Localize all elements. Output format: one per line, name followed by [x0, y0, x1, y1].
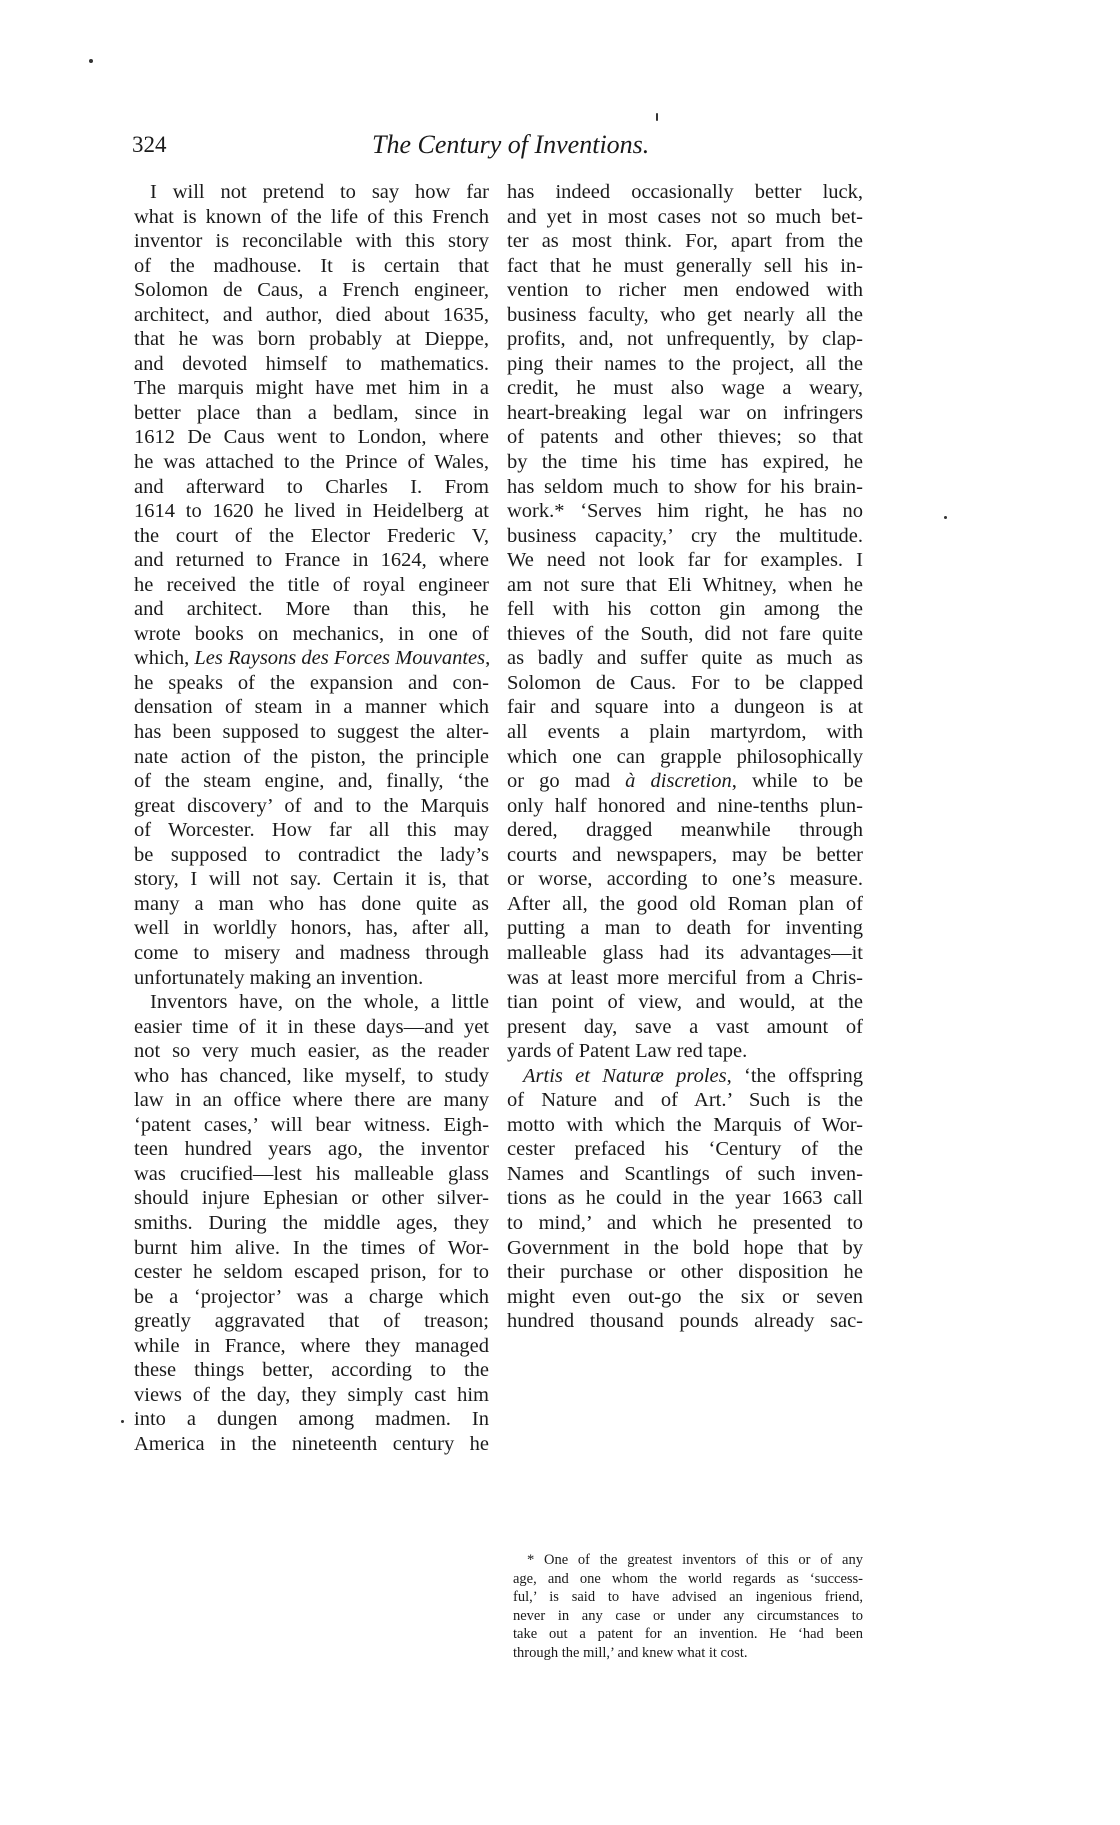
- line-text: better place than a bedlam, since in: [134, 401, 489, 424]
- text-line: [134, 1088, 489, 1113]
- line-text: * One of the greatest inventors of this or of any: [527, 1552, 863, 1568]
- text-line: [507, 180, 863, 205]
- line-text: putting a man to death for inventing: [507, 917, 863, 940]
- line-text: through the mill,’ and knew what it cost.: [513, 1644, 748, 1661]
- line-text: Government in the bold hope that by: [507, 1236, 863, 1259]
- text-line: [134, 229, 489, 254]
- footnote-line: [513, 1644, 863, 1663]
- text-line: [507, 499, 863, 524]
- text-line: [134, 1383, 489, 1408]
- text-line: [134, 843, 489, 868]
- line-text: only half honored and nine-tenths plun-: [507, 794, 863, 817]
- line-text: fell with his cotton gin among the: [507, 598, 863, 621]
- line-text: and yet in most cases not so much bet-: [507, 205, 863, 228]
- line-text: these things better, according to the: [134, 1359, 489, 1382]
- text-line: [134, 180, 489, 205]
- text-line: [134, 524, 489, 549]
- text-line: [507, 450, 863, 475]
- line-text: law in an office where there are many: [134, 1089, 489, 1112]
- line-text: while in France, where they managed: [134, 1334, 489, 1357]
- line-text: or go mad: [507, 770, 626, 793]
- text-line: [507, 867, 863, 892]
- text-line: [134, 278, 489, 303]
- text-line: [134, 1186, 489, 1211]
- line-text: of patents and other thieves; so that: [507, 426, 863, 449]
- line-text: unfortunately making an invention.: [134, 966, 424, 989]
- text-line: [507, 229, 863, 254]
- text-line: [134, 941, 489, 966]
- text-line: [134, 966, 489, 991]
- line-text: vention to richer men endowed with: [507, 279, 863, 302]
- text-line: [507, 1088, 863, 1113]
- line-text: America in the nineteenth century he: [134, 1432, 489, 1455]
- line-text: of Nature and of Art.’ Such is the: [507, 1089, 863, 1112]
- line-text: business capacity,’ cry the multitude.: [507, 524, 863, 547]
- line-text: courts and newspapers, may be better: [507, 843, 863, 866]
- line-text-after: ,: [485, 647, 491, 670]
- line-text: what is known of the life of this French: [134, 205, 489, 228]
- line-text: that he was born probably at Dieppe,: [134, 328, 489, 351]
- scan-speck: [121, 1420, 124, 1423]
- line-text: by the time his time has expired, he: [507, 451, 863, 474]
- scan-speck: [89, 59, 93, 63]
- line-text: all events a plain martyrdom, with: [507, 721, 863, 744]
- line-text: he received the title of royal engineer: [134, 573, 489, 596]
- text-line: [134, 1358, 489, 1383]
- running-title: The Century of Inventions.: [372, 130, 650, 159]
- line-text-after: , while to be: [731, 770, 864, 793]
- line-text: tions as he could in the year 1663 call: [507, 1187, 863, 1210]
- line-text: was at least more merciful from a Chris-: [507, 966, 863, 989]
- italic-phrase: Artis et Naturæ proles: [523, 1064, 727, 1087]
- line-text: many a man who has done quite as: [134, 892, 489, 915]
- text-line: [507, 622, 863, 647]
- line-text: Names and Scantlings of such inven-: [507, 1162, 863, 1185]
- line-text: who has chanced, like myself, to study: [134, 1064, 489, 1087]
- line-text: present day, save a vast amount of: [507, 1015, 863, 1038]
- text-line: [507, 720, 863, 745]
- line-text: credit, he must also wage a weary,: [507, 377, 863, 400]
- text-line: [507, 254, 863, 279]
- text-line: [507, 573, 863, 598]
- text-line: [507, 524, 863, 549]
- line-text: and devoted himself to mathematics.: [134, 352, 489, 375]
- left-column: [134, 180, 489, 1456]
- line-text: great discovery’ of and to the Marquis: [134, 794, 489, 817]
- text-line: [134, 475, 489, 500]
- line-text: architect, and author, died about 1635,: [134, 303, 489, 326]
- text-line: [507, 990, 863, 1015]
- line-text: and returned to France in 1624, where: [134, 549, 489, 572]
- line-text: cester prefaced his ‘Century of the: [507, 1138, 863, 1161]
- text-line: [507, 205, 863, 230]
- text-line: [507, 1113, 863, 1138]
- text-line: [134, 769, 489, 794]
- line-text: thieves of the South, did not fare quite: [507, 622, 863, 645]
- line-text: fact that he must generally sell his in-: [507, 254, 863, 277]
- text-line: [134, 1211, 489, 1236]
- text-line: [134, 499, 489, 524]
- text-line: [134, 450, 489, 475]
- line-text: easier time of it in these days—and yet: [134, 1015, 489, 1038]
- line-text: he speaks of the expansion and con-: [134, 671, 489, 694]
- text-line: [134, 671, 489, 696]
- text-line: [134, 622, 489, 647]
- line-text: has indeed occasionally better luck,: [507, 181, 863, 203]
- scan-speck: [944, 516, 947, 519]
- text-line: [134, 1137, 489, 1162]
- text-line: [134, 1039, 489, 1064]
- text-line: [134, 205, 489, 230]
- line-text-after: , ‘the offspring: [726, 1064, 863, 1087]
- text-line: [134, 425, 489, 450]
- line-text: greatly aggravated that of treason;: [134, 1310, 489, 1333]
- line-text: views of the day, they simply cast him: [134, 1383, 489, 1406]
- line-text: ‘patent cases,’ will bear witness. Eigh-: [134, 1113, 489, 1136]
- text-line: [507, 794, 863, 819]
- text-line: [134, 916, 489, 941]
- line-text: should injure Ephesian or other silver-: [134, 1187, 489, 1210]
- line-text: which,: [134, 647, 195, 670]
- footnote-line: [513, 1570, 863, 1589]
- line-text: ping their names to the project, all the: [507, 352, 863, 375]
- text-line: [507, 597, 863, 622]
- line-text: I will not pretend to say how far: [150, 181, 489, 203]
- line-text: wrote books on mechanics, in one of: [134, 622, 489, 645]
- line-text: teen hundred years ago, the inventor: [134, 1138, 489, 1161]
- line-text: their purchase or other disposition he: [507, 1261, 863, 1284]
- text-line: [507, 1260, 863, 1285]
- text-line: [134, 1432, 489, 1457]
- text-line: [134, 646, 489, 671]
- line-text: ful,’ is said to have advised an ingenious friend,: [513, 1589, 863, 1606]
- text-line: [507, 1236, 863, 1261]
- text-line: [134, 794, 489, 819]
- text-line: [507, 1039, 863, 1064]
- line-text: be supposed to contradict the lady’s: [134, 843, 489, 866]
- line-text: fair and square into a dungeon is at: [507, 696, 863, 719]
- text-line: [507, 818, 863, 843]
- line-text: heart-breaking legal war on infringers: [507, 401, 863, 424]
- text-line: [507, 352, 863, 377]
- text-line: [134, 1064, 489, 1089]
- text-line: [134, 303, 489, 328]
- text-line: [507, 916, 863, 941]
- line-text: has seldom much to show for his brain-: [507, 475, 863, 498]
- line-text: inventor is reconcilable with this story: [134, 230, 489, 253]
- text-line: [507, 475, 863, 500]
- text-line: [134, 352, 489, 377]
- line-text: or worse, according to one’s measure.: [507, 868, 863, 891]
- text-line: [507, 1211, 863, 1236]
- text-line: [507, 695, 863, 720]
- line-text: burnt him alive. In the times of Wor-: [134, 1236, 489, 1259]
- line-text: never in any case or under any circumstances to: [513, 1607, 863, 1624]
- text-line: [507, 376, 863, 401]
- line-text: story, I will not say. Certain it is, that: [134, 868, 489, 891]
- text-line: [134, 1285, 489, 1310]
- line-text: not so very much easier, as the reader: [134, 1040, 489, 1063]
- line-text: might even out-go the six or seven: [507, 1285, 863, 1308]
- line-text: tian point of view, and would, at the: [507, 991, 863, 1014]
- text-line: [134, 1309, 489, 1334]
- line-text: 1612 De Caus went to London, where: [134, 426, 489, 449]
- line-text: to mind,’ and which he presented to: [507, 1211, 863, 1234]
- text-line: [134, 1260, 489, 1285]
- text-line: [134, 548, 489, 573]
- line-text: of the steam engine, and, finally, ‘the: [134, 770, 489, 793]
- text-line: [507, 327, 863, 352]
- text-line: [507, 745, 863, 770]
- scan-speck: [656, 113, 658, 121]
- right-column: [507, 180, 863, 1334]
- line-text: which one can grapple philosophically: [507, 745, 863, 768]
- line-text: motto with which the Marquis of Wor-: [507, 1113, 863, 1136]
- text-line: [507, 1137, 863, 1162]
- line-text: age, and one whom the world regards as ‘success-: [513, 1570, 863, 1587]
- italic-phrase: Les Raysons des Forces Mouvantes: [194, 647, 486, 670]
- text-line: [134, 327, 489, 352]
- text-line: [134, 1236, 489, 1261]
- line-text: work.* ‘Serves him right, he has no: [507, 500, 863, 523]
- line-text: and architect. More than this, he: [134, 598, 489, 621]
- footnote: [513, 1551, 863, 1663]
- line-text: Inventors have, on the whole, a little: [150, 991, 489, 1014]
- text-line: [134, 720, 489, 745]
- text-line: [507, 769, 863, 794]
- text-line: [134, 1407, 489, 1432]
- text-line: [507, 843, 863, 868]
- line-text: malleable glass had its advantages—it: [507, 941, 863, 964]
- text-line: [507, 1015, 863, 1040]
- line-text: ter as most think. For, apart from the: [507, 230, 863, 253]
- line-text: Solomon de Caus, a French engineer,: [134, 279, 489, 302]
- line-text: 1614 to 1620 he lived in Heidelberg at: [134, 500, 489, 523]
- italic-phrase: à discretion: [625, 770, 732, 793]
- line-text: smiths. During the middle ages, they: [134, 1211, 489, 1234]
- line-text: dered, dragged meanwhile through: [507, 819, 863, 842]
- text-line: [134, 1334, 489, 1359]
- line-text: am not sure that Eli Whitney, when he: [507, 573, 863, 596]
- text-line: [134, 1015, 489, 1040]
- line-text: business faculty, who get nearly all the: [507, 303, 863, 326]
- page-number: 324: [132, 132, 167, 157]
- text-line: [134, 401, 489, 426]
- line-text: be a ‘projector’ was a charge which: [134, 1285, 489, 1308]
- text-line: [507, 941, 863, 966]
- line-text: and afterward to Charles I. From: [134, 475, 489, 498]
- line-text: he was attached to the Prince of Wales,: [134, 451, 489, 474]
- line-text: the court of the Elector Frederic V,: [134, 524, 489, 547]
- line-text: cester he seldom escaped prison, for to: [134, 1261, 489, 1284]
- line-text: as badly and suffer quite as much as: [507, 647, 863, 670]
- text-line: [507, 671, 863, 696]
- line-text: was crucified—lest his malleable glass: [134, 1162, 489, 1185]
- text-line: [507, 1285, 863, 1310]
- text-line: [134, 695, 489, 720]
- text-line: [507, 1186, 863, 1211]
- text-line: [507, 278, 863, 303]
- text-line: [134, 990, 489, 1015]
- text-line: [134, 597, 489, 622]
- text-line: [507, 303, 863, 328]
- text-line: [134, 745, 489, 770]
- footnote-line: [513, 1588, 863, 1607]
- text-line: [507, 1309, 863, 1334]
- line-text: come to misery and madness through: [134, 941, 489, 964]
- text-line: [134, 573, 489, 598]
- text-line: [134, 1162, 489, 1187]
- footnote-line: [513, 1625, 863, 1644]
- text-line: [507, 401, 863, 426]
- line-text: hundred thousand pounds already sac-: [507, 1310, 863, 1333]
- line-text: profits, and, not unfrequently, by clap-: [507, 328, 863, 351]
- line-text: into a dungen among madmen. In: [134, 1408, 489, 1431]
- text-line: [507, 966, 863, 991]
- line-text: nate action of the piston, the principle: [134, 745, 489, 768]
- text-line: [507, 892, 863, 917]
- text-line: [507, 425, 863, 450]
- line-text: yards of Patent Law red tape.: [507, 1040, 748, 1063]
- line-text: well in worldly honors, has, after all,: [134, 917, 489, 940]
- line-text: densation of steam in a manner which: [134, 696, 489, 719]
- text-line: [134, 376, 489, 401]
- text-line: [134, 254, 489, 279]
- footnote-line: [513, 1607, 863, 1626]
- line-text: has been supposed to suggest the alter-: [134, 721, 489, 744]
- text-line: [507, 1162, 863, 1187]
- line-text: After all, the good old Roman plan of: [507, 892, 863, 915]
- line-text: take out a patent for an invention. He ‘had been: [513, 1626, 863, 1643]
- text-line: [507, 646, 863, 671]
- text-line: [134, 1113, 489, 1138]
- line-text: of the madhouse. It is certain that: [134, 254, 489, 277]
- text-line: [507, 1064, 863, 1089]
- line-text: We need not look far for examples. I: [507, 549, 863, 572]
- line-text: Solomon de Caus. For to be clapped: [507, 671, 863, 694]
- footnote-line: [513, 1551, 863, 1570]
- text-line: [134, 892, 489, 917]
- text-line: [134, 867, 489, 892]
- text-line: [134, 818, 489, 843]
- text-line: [507, 548, 863, 573]
- line-text: The marquis might have met him in a: [134, 377, 489, 400]
- line-text: of Worcester. How far all this may: [134, 819, 489, 842]
